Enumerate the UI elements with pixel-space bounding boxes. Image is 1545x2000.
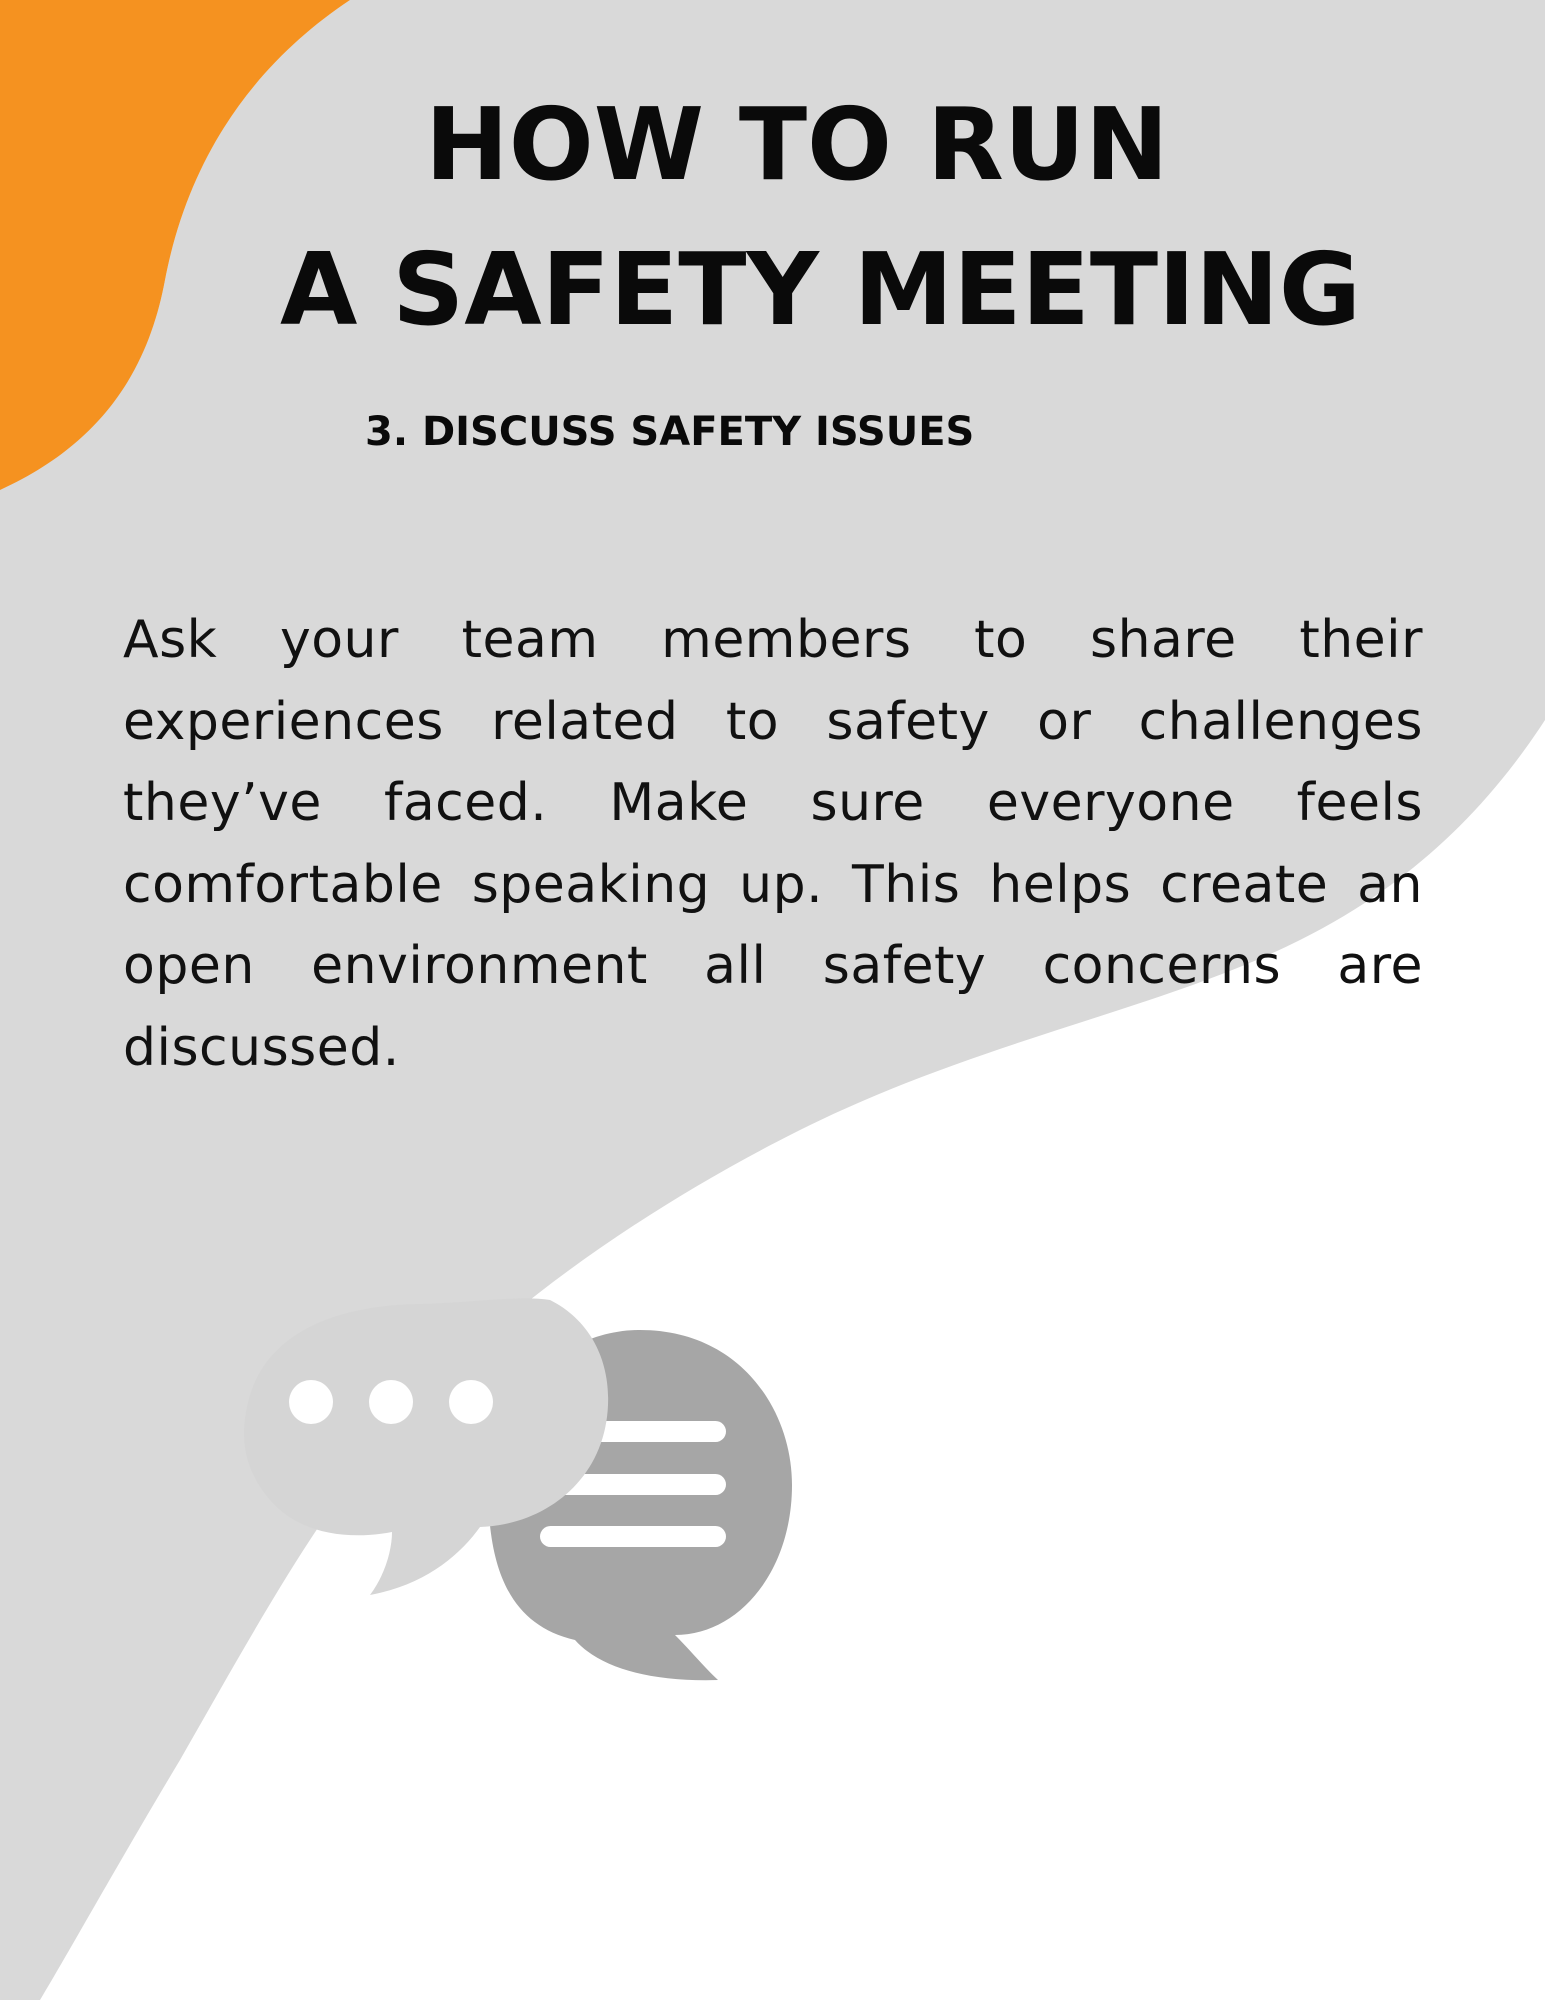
section-subtitle: 3. DISCUSS SAFETY ISSUES [365,409,975,455]
body-paragraph: Ask your team members to share their experiences related to safety or challenges they’ve faced. Make sure everyone feels comfortable speaking up. This helps create an open environment all safety concerns are discussed. [123,610,1423,1078]
title-line-1: HOW TO RUN [425,86,1169,203]
title-line-2: A SAFETY MEETING [280,231,1362,348]
